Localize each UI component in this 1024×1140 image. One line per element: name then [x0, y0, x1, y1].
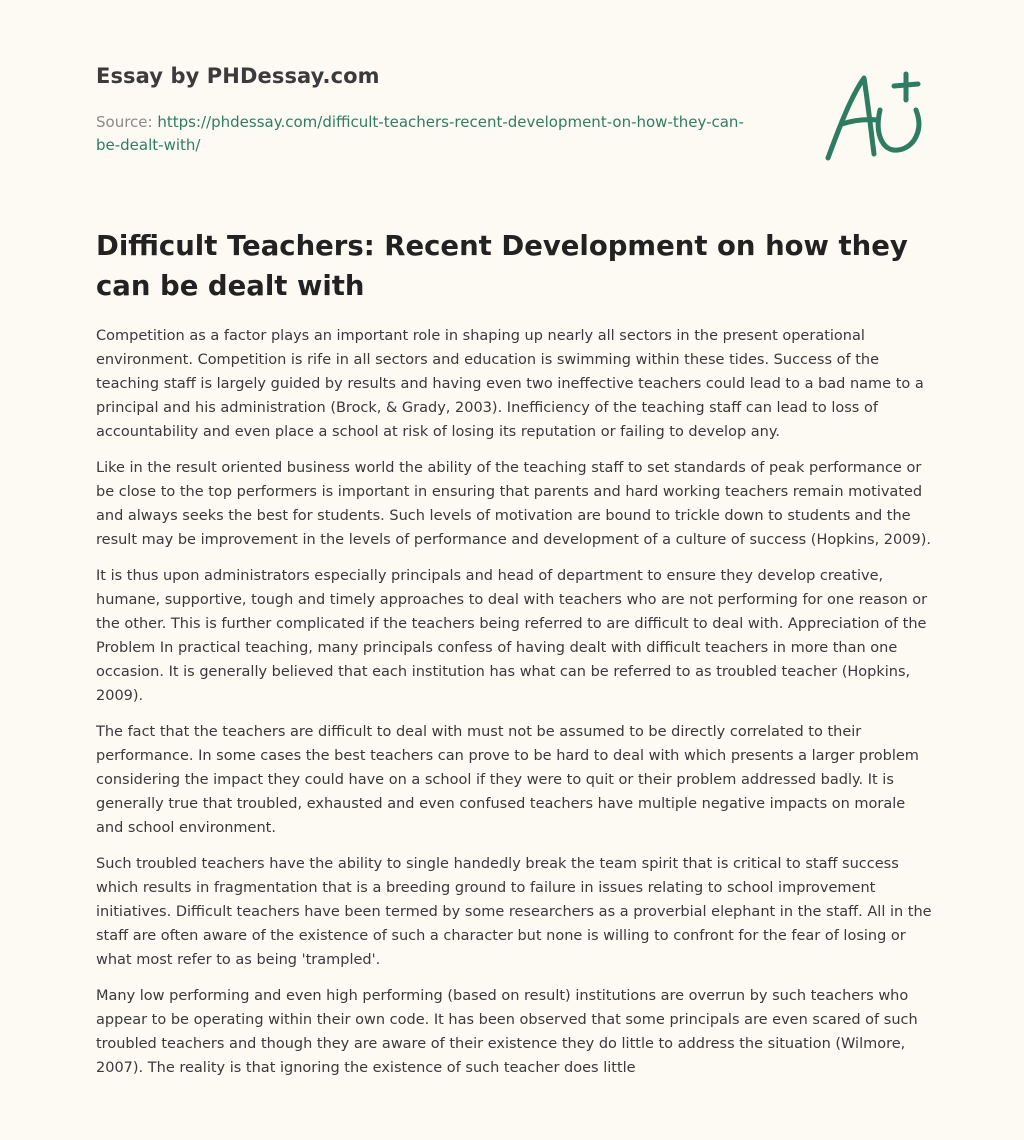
paragraph: Such troubled teachers have the ability to single handedly break the team spirit that is critical to staff success which results in fragmentation that is a breeding ground to failure in issues relating to school improvement initiatives. Difficult teachers have been termed by some researchers as a proverbial elephant in the staff. All in the staff are often aware of the existence of such a character but none is willing to confront for the fear of losing or what most refer to as being 'trampled'. [96, 856, 932, 968]
paragraph: The fact that the teachers are difficult to deal with must not be assumed to be directly correlated to their performance. In some cases the best teachers can prove to be hard to deal with which presents a larger problem considering the impact they could have on a school if they were to quit or their problem addressed badly. It is generally true that troubled, exhausted and even confused teachers have multiple negative impacts on morale and school environment. [96, 724, 919, 836]
paragraph: It is thus upon administrators especially principals and head of department to ensure they develop creative, humane, supportive, tough and timely approaches to deal with teachers who are not performing for one reason or the other. This is further complicated if the teachers being referred to are difficult to deal with. Appreciation of the Problem In practical teaching, many principals confess of having dealt with difficult teachers in more than one occasion. It is generally believed that each institution has what can be referred to as troubled teacher (Hopkins, 2009). [96, 568, 928, 704]
paragraph: Competition as a factor plays an important role in shaping up nearly all sectors in the present operational environment. Competition is rife in all sectors and education is swimming within these tides. Success of the teaching staff is largely guided by results and having even two ineffective teachers could lead to a bad name to a principal and his administration (Brock, & Grady, 2003). Inefficiency of the teaching staff can lead to loss of accountability and even place a school at risk of losing its reputation or failing to develop any. [96, 328, 924, 440]
a-plus-grade-icon [818, 66, 930, 166]
source-link[interactable]: https://phdessay.com/difficult-teachers-recent-development-on-how-they-can-be-dealt-with/ [96, 113, 744, 154]
essay-title: Difficult Teachers: Recent Development on how they can be dealt with [96, 230, 908, 302]
site-brand: Essay by PHDessay.com [96, 64, 380, 88]
source-label: Source: [96, 113, 153, 131]
source-line [96, 111, 756, 157]
paragraph: Like in the result oriented business world the ability of the teaching staff to set standards of peak performance or be close to the top performers is important in ensuring that parents and hard working teachers remain motivated and always seeks the best for students. Such levels of motivation are bound to trickle down to students and the result may be improvement in the levels of performance and development of a culture of success (Hopkins, 2009). [96, 460, 931, 548]
paragraph: Many low performing and even high performing (based on result) institutions are overrun by such teachers who appear to be operating within their own code. It has been observed that some principals are even scared of such troubled teachers and though they are aware of their existence they do little to address the situation (Wilmore, 2007). The reality is that ignoring the existence of such teacher does little [96, 988, 918, 1076]
essay-body [96, 324, 932, 1092]
